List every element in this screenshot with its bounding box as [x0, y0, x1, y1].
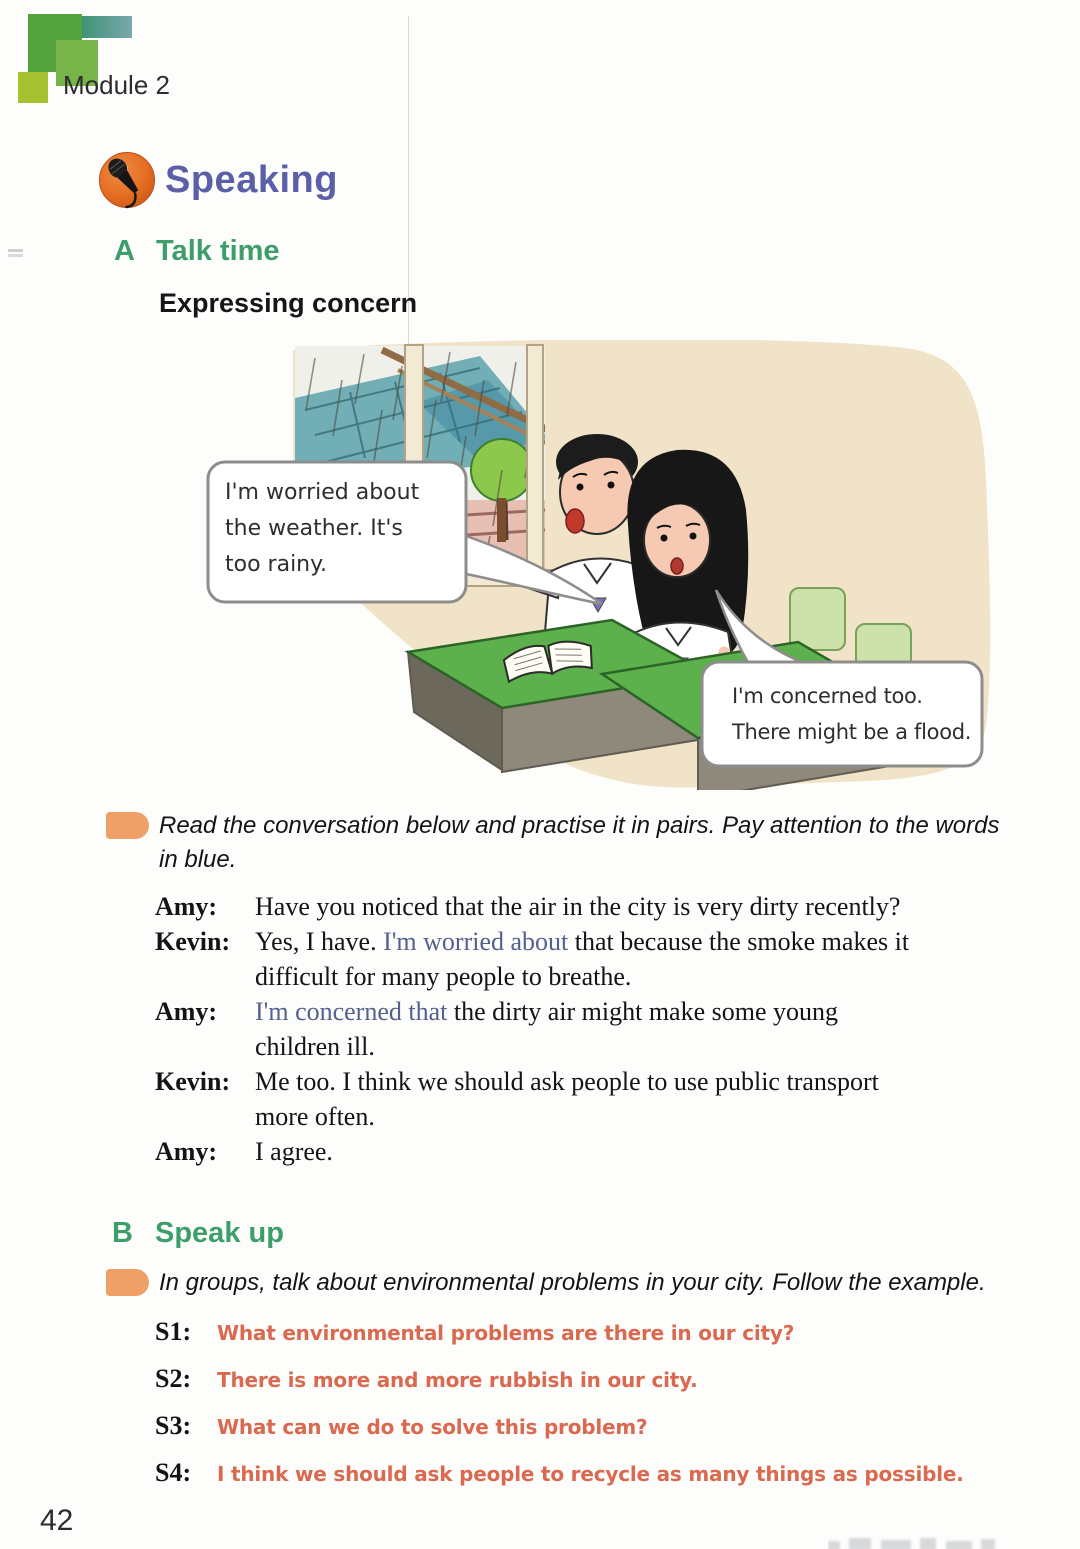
dialogue-text: [255, 1064, 1035, 1134]
dialogue-text: [255, 889, 1035, 924]
dialogue-segment: children ill.: [255, 1032, 375, 1061]
dialogue-row: [155, 1064, 1035, 1134]
speak-up-instruction: In groups, talk about environmental problems in your city. Follow the example.: [159, 1269, 986, 1296]
dialogue-segment: that because the smoke makes it: [568, 927, 910, 956]
section-b-letter: B: [112, 1217, 133, 1249]
speak-up-example: [155, 1317, 1055, 1505]
speaker-line: There is more and more rubbish in our city.: [217, 1368, 698, 1392]
dialogue-text: [255, 1134, 1035, 1169]
speak-up-row: [155, 1411, 1055, 1441]
page-number: 42: [40, 1504, 74, 1537]
microphone-icon: [97, 150, 157, 210]
highlighted-phrase: I'm concerned that: [255, 997, 448, 1026]
speak-up-row: [155, 1317, 1055, 1347]
highlighted-phrase: I'm worried about: [383, 927, 569, 956]
section-b-title: Speak up: [155, 1217, 284, 1249]
dialogue: [155, 889, 1035, 1169]
talk-time-instruction: Read the conversation below and practise it in pairs. Pay attention to the words in blue.: [159, 812, 1000, 873]
module-label: Module 2: [63, 70, 170, 100]
dialogue-speaker: Kevin:: [155, 1067, 231, 1096]
speaking-header: [97, 150, 338, 210]
dialogue-speaker: Amy:: [155, 892, 218, 921]
logo-square-teal: [82, 16, 132, 38]
speaker-label: S2:: [155, 1364, 192, 1393]
logo-square-yellowgreen: [18, 72, 48, 103]
dialogue-segment: the dirty air might make some young: [447, 997, 839, 1026]
dialogue-row: [155, 889, 1035, 924]
dialogue-segment: Yes, I have.: [255, 927, 384, 956]
instruction-bullet-icon: [106, 812, 149, 839]
speaker-line: What environmental problems are there in our city?: [217, 1321, 795, 1345]
dialogue-speaker: Kevin:: [155, 927, 231, 956]
dialogue-row: [155, 994, 1035, 1064]
dialogue-segment: Have you noticed that the air in the city is very dirty recently?: [255, 892, 901, 921]
talk-time-subtitle: Expressing concern: [159, 288, 418, 318]
section-a-title: Talk time: [156, 235, 280, 267]
dialogue-row: [155, 924, 1035, 994]
speaker-line: I think we should ask people to recycle as many things as possible.: [217, 1462, 964, 1486]
dialogue-text: [255, 994, 1035, 1064]
dialogue-segment: difficult for many people to breathe.: [255, 962, 632, 991]
dialogue-speaker: Amy:: [155, 1137, 218, 1166]
speaker-label: S3:: [155, 1411, 192, 1440]
dialogue-segment: Me too. I think we should ask people to use public transport: [255, 1067, 879, 1096]
speak-up-row: [155, 1364, 1055, 1394]
speech-bubble-boy-text: I'm worried about the weather. It's too rainy.: [225, 480, 420, 577]
speaker-label: S4:: [155, 1458, 192, 1487]
dialogue-segment: more often.: [255, 1102, 375, 1131]
instruction-bullet-icon: [106, 1269, 149, 1296]
speaker-label: S1:: [155, 1317, 192, 1346]
dialogue-text: [255, 924, 1035, 994]
dialogue-row: [155, 1134, 1035, 1169]
dialogue-segment: I agree.: [255, 1137, 333, 1166]
section-speaking-title: Speaking: [165, 158, 338, 201]
watermark: [828, 1532, 1023, 1549]
section-a-letter: A: [114, 235, 135, 267]
scan-artifact: [8, 249, 23, 252]
speech-bubble-girl-text: I'm concerned too. There might be a flood.: [732, 684, 972, 744]
speak-up-row: [155, 1458, 1055, 1488]
dialogue-speaker: Amy:: [155, 997, 218, 1026]
speaker-line: What can we do to solve this problem?: [217, 1415, 648, 1439]
